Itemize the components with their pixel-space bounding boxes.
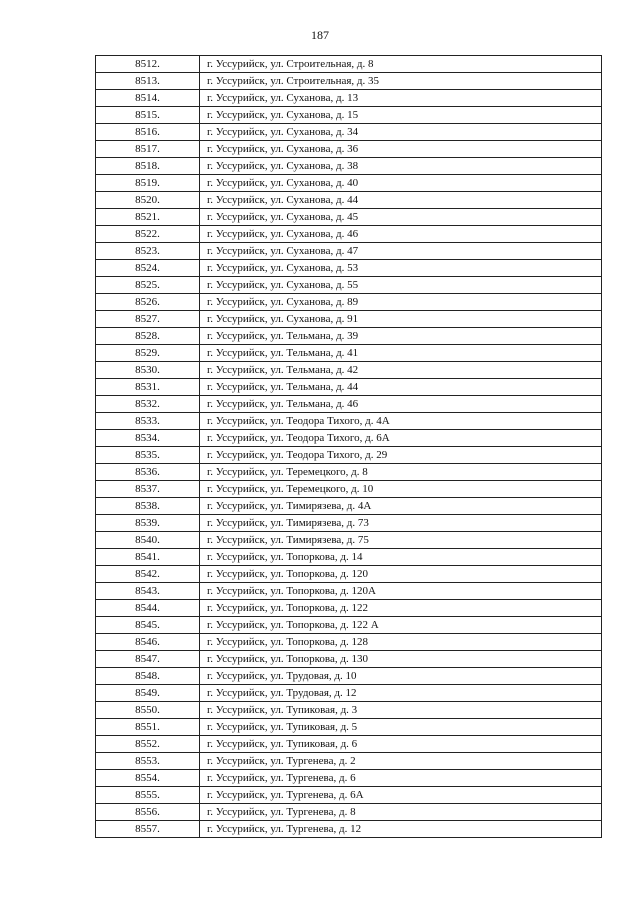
row-number: 8534. [96, 430, 200, 447]
table-row [96, 396, 602, 413]
row-number: 8517. [96, 141, 200, 158]
row-address: г. Уссурийск, ул. Суханова, д. 15 [200, 107, 602, 124]
row-number: 8521. [96, 209, 200, 226]
row-address: г. Уссурийск, ул. Тургенева, д. 2 [200, 753, 602, 770]
row-number: 8557. [96, 821, 200, 838]
table-row [96, 702, 602, 719]
row-address: г. Уссурийск, ул. Топоркова, д. 128 [200, 634, 602, 651]
table-row [96, 549, 602, 566]
table-row [96, 260, 602, 277]
row-address: г. Уссурийск, ул. Суханова, д. 89 [200, 294, 602, 311]
table-row [96, 141, 602, 158]
row-number: 8549. [96, 685, 200, 702]
row-number: 8554. [96, 770, 200, 787]
row-number: 8518. [96, 158, 200, 175]
row-number: 8555. [96, 787, 200, 804]
table-row [96, 430, 602, 447]
table-row [96, 277, 602, 294]
page-number: 187 [311, 28, 329, 42]
row-number: 8538. [96, 498, 200, 515]
row-number: 8537. [96, 481, 200, 498]
row-address: г. Уссурийск, ул. Тупиковая, д. 5 [200, 719, 602, 736]
row-number: 8545. [96, 617, 200, 634]
row-number: 8543. [96, 583, 200, 600]
row-number: 8547. [96, 651, 200, 668]
row-number: 8529. [96, 345, 200, 362]
row-address: г. Уссурийск, ул. Тельмана, д. 42 [200, 362, 602, 379]
table-row [96, 498, 602, 515]
table-row [96, 617, 602, 634]
row-address: г. Уссурийск, ул. Тургенева, д. 12 [200, 821, 602, 838]
row-number: 8514. [96, 90, 200, 107]
table-row [96, 634, 602, 651]
address-table [95, 55, 602, 838]
row-address: г. Уссурийск, ул. Суханова, д. 55 [200, 277, 602, 294]
table-row [96, 311, 602, 328]
table-row [96, 124, 602, 141]
row-number: 8551. [96, 719, 200, 736]
table-row [96, 532, 602, 549]
row-number: 8552. [96, 736, 200, 753]
row-number: 8523. [96, 243, 200, 260]
row-number: 8530. [96, 362, 200, 379]
table-row [96, 226, 602, 243]
row-address: г. Уссурийск, ул. Теодора Тихого, д. 29 [200, 447, 602, 464]
row-address: г. Уссурийск, ул. Строительная, д. 8 [200, 56, 602, 73]
row-address: г. Уссурийск, ул. Суханова, д. 46 [200, 226, 602, 243]
row-address: г. Уссурийск, ул. Трудовая, д. 12 [200, 685, 602, 702]
table-row [96, 651, 602, 668]
row-number: 8541. [96, 549, 200, 566]
table-row [96, 158, 602, 175]
row-address: г. Уссурийск, ул. Суханова, д. 36 [200, 141, 602, 158]
table-row [96, 685, 602, 702]
row-address: г. Уссурийск, ул. Суханова, д. 40 [200, 175, 602, 192]
table-row [96, 345, 602, 362]
table-row [96, 413, 602, 430]
row-address: г. Уссурийск, ул. Тимирязева, д. 73 [200, 515, 602, 532]
table-row [96, 107, 602, 124]
row-address: г. Уссурийск, ул. Суханова, д. 38 [200, 158, 602, 175]
row-address: г. Уссурийск, ул. Тельмана, д. 46 [200, 396, 602, 413]
row-number: 8516. [96, 124, 200, 141]
row-number: 8535. [96, 447, 200, 464]
row-number: 8532. [96, 396, 200, 413]
row-address: г. Уссурийск, ул. Теремецкого, д. 10 [200, 481, 602, 498]
row-number: 8519. [96, 175, 200, 192]
row-number: 8539. [96, 515, 200, 532]
row-address: г. Уссурийск, ул. Тупиковая, д. 3 [200, 702, 602, 719]
table-row [96, 243, 602, 260]
row-number: 8512. [96, 56, 200, 73]
row-address: г. Уссурийск, ул. Топоркова, д. 14 [200, 549, 602, 566]
table-row [96, 566, 602, 583]
row-number: 8525. [96, 277, 200, 294]
table-row [96, 600, 602, 617]
row-address: г. Уссурийск, ул. Теодора Тихого, д. 4А [200, 413, 602, 430]
row-address: г. Уссурийск, ул. Топоркова, д. 122 [200, 600, 602, 617]
row-number: 8527. [96, 311, 200, 328]
table-row [96, 481, 602, 498]
row-address: г. Уссурийск, ул. Суханова, д. 34 [200, 124, 602, 141]
row-address: г. Уссурийск, ул. Суханова, д. 45 [200, 209, 602, 226]
row-number: 8536. [96, 464, 200, 481]
table-row [96, 515, 602, 532]
table-row [96, 583, 602, 600]
row-address: г. Уссурийск, ул. Тельмана, д. 44 [200, 379, 602, 396]
row-address: г. Уссурийск, ул. Теремецкого, д. 8 [200, 464, 602, 481]
row-number: 8531. [96, 379, 200, 396]
row-number: 8533. [96, 413, 200, 430]
table-row [96, 447, 602, 464]
table-row [96, 192, 602, 209]
row-number: 8528. [96, 328, 200, 345]
row-number: 8522. [96, 226, 200, 243]
row-number: 8513. [96, 73, 200, 90]
table-row [96, 787, 602, 804]
row-address: г. Уссурийск, ул. Суханова, д. 13 [200, 90, 602, 107]
row-number: 8553. [96, 753, 200, 770]
table-row [96, 753, 602, 770]
table-row [96, 90, 602, 107]
row-address: г. Уссурийск, ул. Суханова, д. 91 [200, 311, 602, 328]
row-address: г. Уссурийск, ул. Тельмана, д. 41 [200, 345, 602, 362]
row-number: 8542. [96, 566, 200, 583]
row-number: 8526. [96, 294, 200, 311]
table-row [96, 209, 602, 226]
row-number: 8544. [96, 600, 200, 617]
row-address: г. Уссурийск, ул. Суханова, д. 47 [200, 243, 602, 260]
row-number: 8556. [96, 804, 200, 821]
row-address: г. Уссурийск, ул. Тургенева, д. 8 [200, 804, 602, 821]
table-row [96, 770, 602, 787]
row-address: г. Уссурийск, ул. Строительная, д. 35 [200, 73, 602, 90]
row-address: г. Уссурийск, ул. Суханова, д. 53 [200, 260, 602, 277]
row-address: г. Уссурийск, ул. Тургенева, д. 6А [200, 787, 602, 804]
table-row [96, 73, 602, 90]
row-address: г. Уссурийск, ул. Трудовая, д. 10 [200, 668, 602, 685]
row-address: г. Уссурийск, ул. Тургенева, д. 6 [200, 770, 602, 787]
row-address: г. Уссурийск, ул. Тупиковая, д. 6 [200, 736, 602, 753]
row-address: г. Уссурийск, ул. Тимирязева, д. 4А [200, 498, 602, 515]
table-row [96, 294, 602, 311]
address-table-body [96, 56, 602, 838]
table-row [96, 736, 602, 753]
table-row [96, 379, 602, 396]
row-number: 8550. [96, 702, 200, 719]
table-row [96, 668, 602, 685]
row-number: 8515. [96, 107, 200, 124]
table-row [96, 821, 602, 838]
row-address: г. Уссурийск, ул. Топоркова, д. 130 [200, 651, 602, 668]
table-row [96, 464, 602, 481]
table-row [96, 328, 602, 345]
row-number: 8548. [96, 668, 200, 685]
row-address: г. Уссурийск, ул. Топоркова, д. 122 А [200, 617, 602, 634]
row-number: 8540. [96, 532, 200, 549]
table-row [96, 804, 602, 821]
row-number: 8520. [96, 192, 200, 209]
row-address: г. Уссурийск, ул. Тимирязева, д. 75 [200, 532, 602, 549]
table-row [96, 719, 602, 736]
table-row [96, 56, 602, 73]
row-address: г. Уссурийск, ул. Топоркова, д. 120А [200, 583, 602, 600]
row-address: г. Уссурийск, ул. Топоркова, д. 120 [200, 566, 602, 583]
row-address: г. Уссурийск, ул. Теодора Тихого, д. 6А [200, 430, 602, 447]
row-number: 8524. [96, 260, 200, 277]
row-address: г. Уссурийск, ул. Суханова, д. 44 [200, 192, 602, 209]
row-number: 8546. [96, 634, 200, 651]
row-address: г. Уссурийск, ул. Тельмана, д. 39 [200, 328, 602, 345]
table-row [96, 175, 602, 192]
table-row [96, 362, 602, 379]
